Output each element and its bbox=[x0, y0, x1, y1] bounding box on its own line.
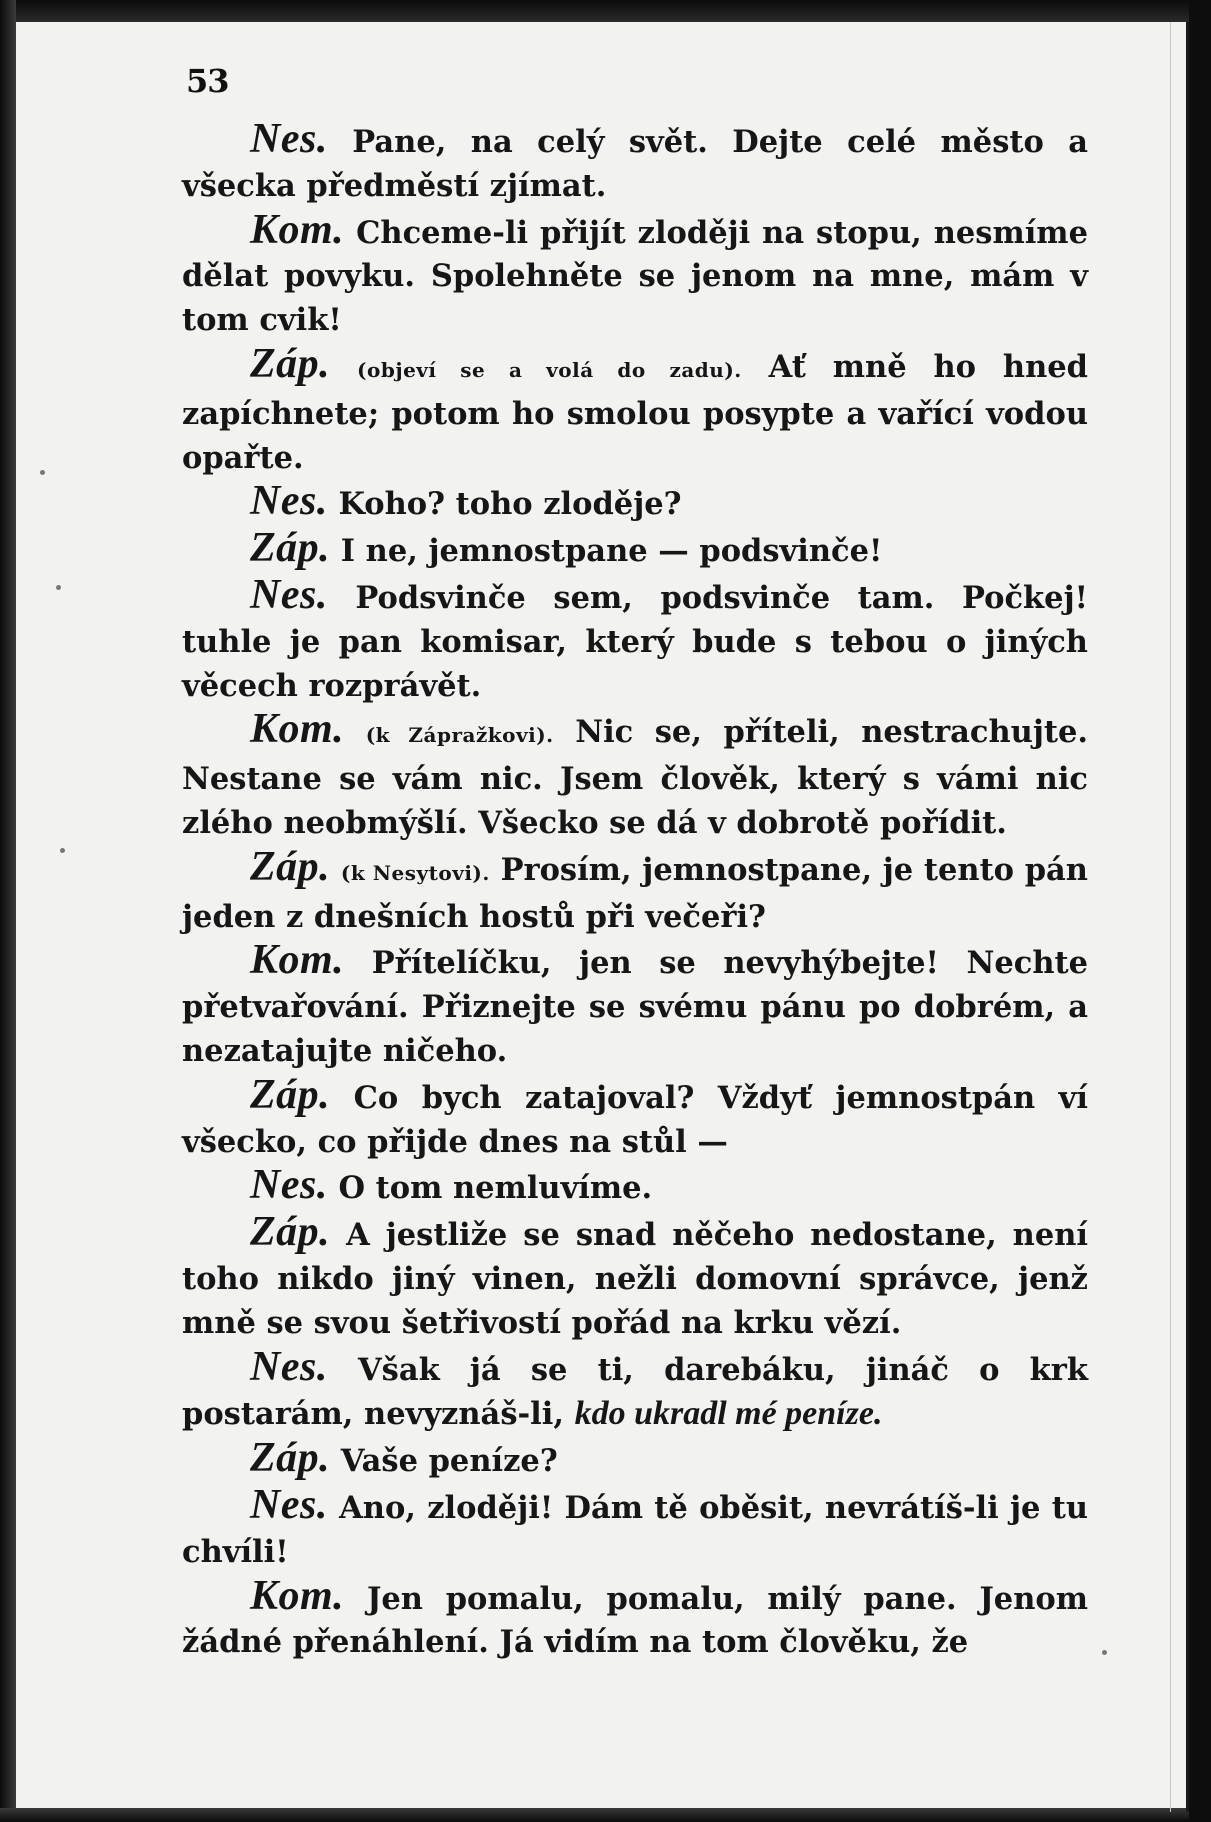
speaker-name: Kom. bbox=[250, 1572, 345, 1619]
line-text: Ano, zloději! Dám tě oběsit, nevrátíš-li je tu chvíli! bbox=[182, 1489, 1088, 1570]
dialogue-line bbox=[182, 708, 1088, 845]
speaker-name: Záp. bbox=[250, 525, 331, 572]
dialogue-line bbox=[182, 118, 1088, 209]
speaker-name: Záp. bbox=[250, 843, 331, 890]
line-text: Nic se, příteli, nestrachujte. Nestane se vám nic. Jsem člověk, který s vámi nic zlého neobmýšlí. Všecko se dá v dobrotě pořídit. bbox=[182, 714, 1088, 841]
speaker-name: Záp. bbox=[250, 340, 331, 387]
dialogue-line bbox=[182, 340, 1088, 480]
line-text: I ne, jemnostpane — podsvinče! bbox=[340, 533, 883, 570]
speaker-name: Nes. bbox=[250, 1343, 328, 1390]
scan-border-left bbox=[0, 0, 16, 1822]
stage-direction: (k Nesytovi). bbox=[340, 860, 490, 885]
dialogue-text bbox=[182, 118, 1088, 1665]
dialogue-line bbox=[182, 480, 1088, 527]
dialogue-line bbox=[182, 1071, 1088, 1165]
page-edge-shadow bbox=[1186, 22, 1189, 1812]
speaker-name: Záp. bbox=[250, 1435, 331, 1482]
stage-direction: (objeví se a volá do zadu). bbox=[357, 357, 742, 382]
speaker-name: Záp. bbox=[250, 1209, 331, 1256]
stage-direction: (k Zápražkovi). bbox=[365, 723, 554, 748]
line-text: Podsvinče sem, podsvinče tam. Počkej! tuhle je pan komisar, který bude s tebou o jiných věcech rozprávět. bbox=[182, 579, 1088, 704]
scan-border-top bbox=[0, 0, 1211, 22]
speaker-name: Záp. bbox=[250, 1071, 331, 1118]
dialogue-line bbox=[182, 1437, 1088, 1484]
scan-speck bbox=[60, 848, 65, 853]
page-number: 53 bbox=[186, 62, 229, 100]
dialogue-line bbox=[182, 1572, 1088, 1666]
speaker-name: Kom. bbox=[250, 206, 345, 253]
line-text: Jen pomalu, pomalu, milý pane. Jenom žádné přenáhlení. Já vidím na tom člověku, že bbox=[182, 1580, 1088, 1661]
dialogue-line bbox=[182, 1481, 1088, 1575]
speaker-name: Nes. bbox=[250, 1162, 328, 1209]
speaker-name: Kom. bbox=[250, 706, 345, 753]
page-edge-line bbox=[1170, 22, 1171, 1812]
dialogue-line bbox=[182, 1211, 1088, 1345]
speaker-name: Kom. bbox=[250, 937, 345, 984]
speaker-name: Nes. bbox=[250, 1481, 328, 1528]
line-text: Co bych zatajoval? Vždyť jemnostpán ví všecko, co přijde dnes na stůl — bbox=[182, 1079, 1088, 1160]
line-text: Však já se ti, darebáku, jináč o krk postarám, nevyznáš-li, bbox=[182, 1351, 1088, 1433]
speaker-name: Nes. bbox=[250, 478, 328, 525]
scan-speck bbox=[56, 585, 61, 590]
dialogue-line bbox=[182, 843, 1088, 940]
line-text: Chceme-li přijít zloději na stopu, nesmíme dělat povyku. Spolehněte se jenom na mne, mám v tom cvik! bbox=[182, 214, 1088, 339]
line-text: Koho? toho zloděje? bbox=[338, 486, 682, 523]
dialogue-line bbox=[182, 527, 1088, 574]
line-text: Pane, na celý svět. Dejte celé město a všecka předměstí zjímat. bbox=[182, 124, 1088, 204]
line-text: Vaše peníze? bbox=[340, 1443, 558, 1480]
speaker-name: Nes. bbox=[250, 571, 328, 618]
scan-speck bbox=[40, 470, 45, 475]
scan-border-bottom bbox=[0, 1808, 1211, 1822]
speaker-name: Nes. bbox=[250, 116, 328, 162]
line-text: Prosím, jemnostpane, je tento pán jeden z dnešních hostů při večeři? bbox=[182, 851, 1088, 935]
dialogue-line bbox=[182, 939, 1088, 1073]
dialogue-line bbox=[182, 1343, 1088, 1438]
scan-speck bbox=[1102, 1650, 1107, 1655]
line-text: Ať mně ho hned zapíchnete; potom ho smolou posypte a vařící vodou opařte. bbox=[182, 348, 1088, 476]
line-text: O tom nemluvíme. bbox=[338, 1170, 653, 1207]
dialogue-line bbox=[182, 1164, 1088, 1211]
scan-border-right bbox=[1189, 0, 1211, 1822]
dialogue-line bbox=[182, 571, 1088, 708]
emphasized-text: kdo ukradl mé peníze. bbox=[574, 1395, 883, 1433]
line-text: Přítelíčku, jen se nevyhýbejte! Nechte přetvařování. Přiznejte se svému pánu po dobrém, a nezatajujte ničeho. bbox=[182, 945, 1088, 1069]
dialogue-line bbox=[182, 206, 1088, 343]
line-text: A jestliže se snad něčeho nedostane, není toho nikdo jiný vinen, nežli domovní správce, jenž mně se svou šetřivostí pořád na krku vězí. bbox=[182, 1217, 1089, 1341]
